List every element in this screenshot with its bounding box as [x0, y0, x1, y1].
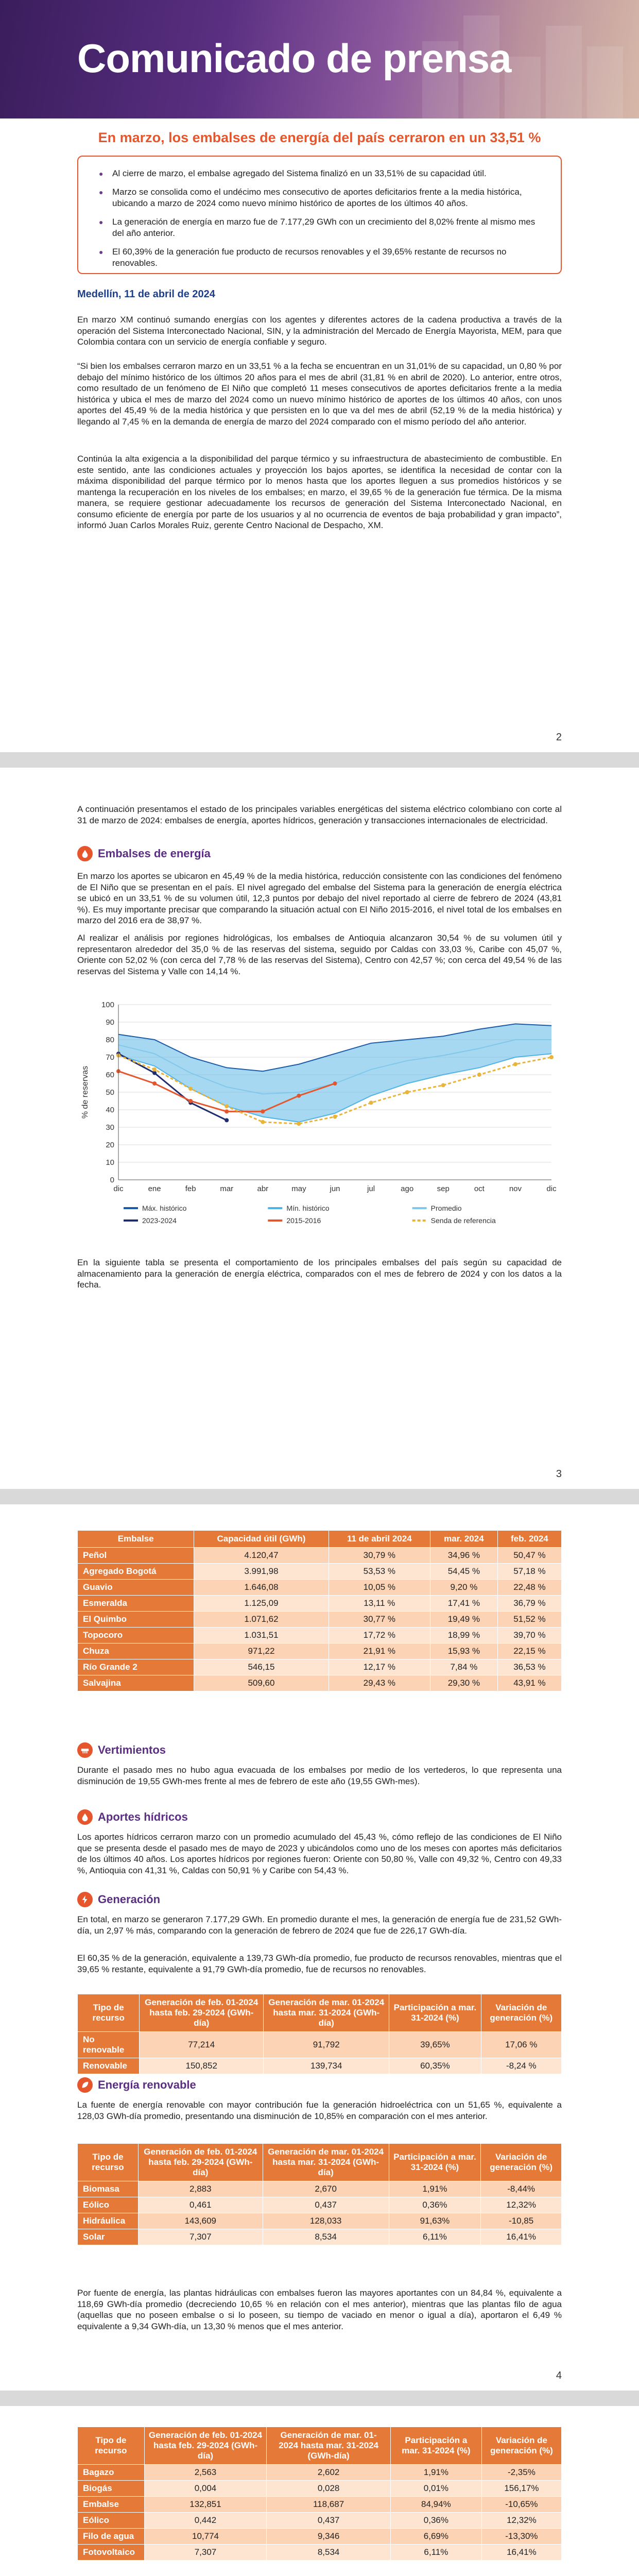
- x-tick-label: jun: [330, 1184, 340, 1193]
- header-banner: [0, 0, 639, 118]
- table-cell: 18,99 %: [430, 1628, 498, 1643]
- table-cell: 91,63%: [389, 2213, 481, 2229]
- table-cell: 509,60: [194, 1675, 329, 1691]
- table-header-cell: Variación de generación (%): [481, 2427, 561, 2465]
- x-tick-label: mar: [220, 1184, 234, 1193]
- page-number: 4: [556, 2370, 562, 2381]
- table-cell: 17,41 %: [430, 1596, 498, 1612]
- table-cell: El Quimbo: [78, 1612, 194, 1628]
- x-tick-label: ago: [401, 1184, 414, 1193]
- data-point: [333, 1081, 337, 1086]
- highlight-item: ● La generación de energía en marzo fue de 7.177,29 GWh con un crecimiento del 8,02% frente al mismo mes del año anterior.: [99, 216, 547, 239]
- highlights-list: [99, 168, 547, 269]
- y-axis-label: % de reservas: [81, 1065, 90, 1119]
- table-row: [78, 2058, 562, 2074]
- legend-label: Senda de referencia: [430, 1216, 496, 1225]
- data-point: [152, 1067, 157, 1072]
- table-cell: 1.031,51: [194, 1628, 329, 1643]
- table-cell: Fotovoltaico: [78, 2545, 145, 2561]
- highlights-box: [77, 156, 562, 274]
- table-cell: Esmeralda: [78, 1596, 194, 1612]
- table-cell: 39,65%: [389, 2032, 481, 2058]
- y-tick-label: 50: [106, 1088, 114, 1097]
- table-cell: 12,17 %: [329, 1659, 430, 1675]
- thermal-paragraph: Continúa la alta exigencia a la disponibilidad del parque térmico y su infraestructura de abastecimiento de combustible. En este sentido, ante las condiciones actuales y proyección los bajos aportes, se identifica la necesidad de contar con la máxima disponibilidad del parque térmico por lo menos hasta que los aportes lleguen a sus promedios históricos y se mantenga la recuperación en los niveles de los embalses; en marzo, el 39,65 % de la generación fue térmica. De la misma manera, se requiere gestionar adecuadamente los recursos de generación del Sistema Interconectado Nacional, en consumo eficiente de energía por parte de los usuarios y al no ocurrencia de eventos de baja probabilidad y gran impacto”, informó Juan Carlos Morales Ruiz, gerente Centro Nacional de Despacho, XM.: [77, 454, 562, 530]
- table-row: [78, 1643, 562, 1659]
- table-cell: 16,41%: [481, 2229, 562, 2245]
- y-tick-label: 30: [106, 1123, 114, 1132]
- table-row: [78, 2481, 562, 2497]
- table-cell: 0,01%: [390, 2481, 481, 2497]
- table-cell: 9,346: [267, 2529, 391, 2545]
- legend-label: 2023-2024: [142, 1216, 177, 1225]
- table-row: [78, 1548, 562, 1564]
- table-cell: Topocoro: [78, 1628, 194, 1643]
- table-cell: -10,65%: [481, 2497, 561, 2513]
- table-cell: 0,442: [144, 2513, 266, 2529]
- table-cell: 22,48 %: [497, 1580, 561, 1596]
- table-cell: Hidráulica: [78, 2213, 139, 2229]
- table-cell: Eólico: [78, 2513, 145, 2529]
- variables-intro: A continuación presentamos el estado de los principales variables energéticas del sistema eléctrico colombiano con corte al 31 de marzo de 2024: embalses de energía, aportes hídricos, generación y transacciones internacionales de electricidad.: [77, 804, 562, 825]
- table-cell: 2,883: [138, 2181, 263, 2197]
- table-row: [78, 2032, 562, 2058]
- table-cell: 971,22: [194, 1643, 329, 1659]
- x-tick-label: ene: [148, 1184, 161, 1193]
- table-header-cell: Embalse: [78, 1531, 194, 1548]
- table-cell: 0,36%: [390, 2513, 481, 2529]
- table-cell: 9,20 %: [430, 1580, 498, 1596]
- table-cell: 13,11 %: [329, 1596, 430, 1612]
- data-point: [188, 1099, 193, 1103]
- regions-paragraph: Al realizar el análisis por regiones hidrológicas, los embalses de Antioquia alcanzaron 30,54 % de su volumen útil y representaron alrededor del 35,0 % de las reservas del sistema, seguido por Caldas con 33,03 %, Caribe con 45,07 %, Oriente con 52,02 % (con cerca del 7,78 % de las reservas del Sistema), Centro con 42,57 %; con cerca del 49,54 % de las reservas del Sistema y Valle con 14,14 %.: [77, 933, 562, 976]
- table-cell: 128,033: [263, 2213, 389, 2229]
- section-title: Embalses de energía: [98, 847, 211, 860]
- table-cell: Río Grande 2: [78, 1659, 194, 1675]
- table-row: [78, 2497, 562, 2513]
- y-tick-label: 60: [106, 1071, 114, 1079]
- table-cell: -2,35%: [481, 2465, 561, 2481]
- x-tick-label: jul: [367, 1184, 375, 1193]
- table-cell: 51,52 %: [497, 1612, 561, 1628]
- table-row: [78, 2513, 562, 2529]
- table-header-cell: mar. 2024: [430, 1531, 498, 1548]
- renewable-table: [77, 2143, 562, 2245]
- table-cell: 12,32%: [481, 2513, 561, 2529]
- table-cell: Salvajina: [78, 1675, 194, 1691]
- table-cell: 156,17%: [481, 2481, 561, 2497]
- table-header-cell: Generación de feb. 01-2024 hasta feb. 29-2024 (GWh-día): [144, 2427, 266, 2465]
- highlight-item: ● Marzo se consolida como el undécimo mes consecutivo de aportes deficitarios frente a la media histórica, ubicando a marzo de 2024 como nuevo mínimo histórico de aportes de los últimos 40 años.: [99, 187, 547, 209]
- sheet-1: [0, 0, 639, 752]
- table-cell: 53,53 %: [329, 1564, 430, 1580]
- page-number: 2: [556, 732, 562, 743]
- table-header-cell: Generación de mar. 01-2024 hasta mar. 31-2024 (GWh-día): [264, 1994, 389, 2032]
- table-header-cell: Generación de feb. 01-2024 hasta feb. 29-2024 (GWh-día): [140, 1994, 264, 2032]
- table-cell: 12,32%: [481, 2197, 562, 2213]
- table-cell: 10,05 %: [329, 1580, 430, 1596]
- section-renovable: [77, 2076, 196, 2094]
- data-point: [152, 1071, 157, 1075]
- y-tick-label: 0: [110, 1176, 114, 1184]
- table-cell: 0,004: [144, 2481, 266, 2497]
- table-cell: Filo de agua: [78, 2529, 145, 2545]
- table-cell: 150,852: [140, 2058, 264, 2074]
- reservoir-chart-svg: [77, 994, 562, 1236]
- embalses-paragraph: En marzo los aportes se ubicaron en 45,49 % de la media histórica, reducción consistente con las condiciones del fenómeno de El Niño que se presentan en el país. El nivel agregado del embalse del Sistema para la generación de energía eléctrica se ubicó en un 33,51 % de su volumen útil, 12,3 puntos por debajo del nivel reportado al cierre de febrero de 2024 (43,81 %). Es muy importante precisar que comparando la situación actual con El Niño 2015-2016, el nivel total de los embalses en marzo del 2016 era de 38,97 %.: [77, 871, 562, 925]
- table-cell: 21,91 %: [329, 1643, 430, 1659]
- data-point: [333, 1115, 337, 1119]
- section-title: Generación: [98, 1893, 161, 1906]
- data-point: [297, 1122, 301, 1126]
- table-cell: 132,851: [144, 2497, 266, 2513]
- generacion-paragraph-2: El 60,35 % de la generación, equivalente a 139,73 GWh-día promedio, fue producto de recursos renovables, mientras que el 39,65 % restante, equivalente a 91,79 GWh-día promedio, fue de recursos no renovables.: [77, 1953, 562, 1974]
- legend-label: Promedio: [430, 1204, 462, 1212]
- table-cell: 7,307: [138, 2229, 263, 2245]
- table-cell: Guavio: [78, 1580, 194, 1596]
- table-cell: 7,307: [144, 2545, 266, 2561]
- table-cell: 1,91%: [389, 2181, 481, 2197]
- intro-paragraph: En marzo XM continuó sumando energías con los agentes y diferentes actores de la cadena productiva a través de la operación del Sistema Interconectado Nacional, SIN, y la administración del Mercado de Energía Mayorista, MEM, para que Colombia contara con un servicio de energía confiable y seguro.: [77, 315, 562, 347]
- section-title: Vertimientos: [98, 1743, 166, 1756]
- page-number: 3: [556, 1468, 562, 1480]
- table-cell: 4.120,47: [194, 1548, 329, 1564]
- table-cell: 2,563: [144, 2465, 266, 2481]
- reservoirs-table: [77, 1530, 562, 1691]
- table-cell: Biogás: [78, 2481, 145, 2497]
- table-cell: 6,11%: [390, 2545, 481, 2561]
- table-row: [78, 2197, 562, 2213]
- table-header-cell: feb. 2024: [497, 1531, 561, 1548]
- sheet-2: [0, 768, 639, 1489]
- table-header-row: [78, 1531, 562, 1548]
- table-cell: 546,15: [194, 1659, 329, 1675]
- x-tick-label: abr: [257, 1184, 269, 1193]
- table-cell: 8,534: [263, 2229, 389, 2245]
- table-intro: En la siguiente tabla se presenta el comportamiento de los principales embalses del país según su capacidad de almacenamiento para la generación de energía eléctrica, comparados con el mes de febrero de 2024 y con los datos a la fecha.: [77, 1258, 562, 1290]
- renovable-paragraph: La fuente de energía renovable con mayor contribución fue la generación hidroeléctrica con un 51,65 %, equivalente a 128,03 GWh-día promedio, presentando una disminución de 10,85% en comparación con el mes anterior.: [77, 2100, 562, 2121]
- table-cell: 8,534: [267, 2545, 391, 2561]
- table-cell: 84,94%: [390, 2497, 481, 2513]
- y-tick-label: 10: [106, 1158, 114, 1167]
- sheet-3: [0, 1504, 639, 2391]
- table-cell: 16,41%: [481, 2545, 561, 2561]
- vertimientos-paragraph: Durante el pasado mes no hubo agua evacuada de los embalses por medio de los vertederos, lo que representa una disminución de 19,55 GWh-mes frente al mes de febrero de este año (19,55 GWh-mes).: [77, 1765, 562, 1786]
- data-point: [513, 1062, 517, 1066]
- resource-subtype-table: [77, 2427, 562, 2561]
- table-header-cell: Capacidad útil (GWh): [194, 1531, 329, 1548]
- table-cell: Solar: [78, 2229, 139, 2245]
- table-row: [78, 1675, 562, 1691]
- table-cell: 2,602: [267, 2465, 391, 2481]
- table-row: [78, 1659, 562, 1675]
- table-cell: Eólico: [78, 2197, 139, 2213]
- x-tick-label: feb: [185, 1184, 196, 1193]
- table-cell: 0,437: [263, 2197, 389, 2213]
- table-row: [78, 2229, 562, 2245]
- section-vertimientos: [77, 1741, 166, 1759]
- data-point: [224, 1104, 229, 1108]
- table-cell: 1.071,62: [194, 1612, 329, 1628]
- table-cell: 17,72 %: [329, 1628, 430, 1643]
- table-cell: -8,44%: [481, 2181, 562, 2197]
- section-generacion: [77, 1891, 160, 1908]
- table-header-row: [78, 1994, 562, 2032]
- data-point: [188, 1087, 193, 1091]
- table-cell: Embalse: [78, 2497, 145, 2513]
- data-point: [441, 1083, 445, 1087]
- page-subtitle: En marzo, los embalses de energía del país cerraron en un 33,51 %: [98, 130, 541, 145]
- data-point: [224, 1109, 229, 1113]
- water-drop-icon: [77, 1809, 93, 1825]
- historic-band-area: [118, 1024, 551, 1122]
- table-cell: 118,687: [267, 2497, 391, 2513]
- sheet-4: [0, 2406, 639, 2576]
- table-header-cell: Participación a mar. 31-2024 (%): [389, 2144, 481, 2181]
- table-cell: 1.125,09: [194, 1596, 329, 1612]
- section-embalses: [77, 845, 211, 862]
- table-row: [78, 2529, 562, 2545]
- table-cell: 6,69%: [390, 2529, 481, 2545]
- table-cell: 36,79 %: [497, 1596, 561, 1612]
- legend-label: 2015-2016: [286, 1216, 321, 1225]
- table-cell: 60,35%: [389, 2058, 481, 2074]
- table-cell: 0,461: [138, 2197, 263, 2213]
- x-tick-label: nov: [509, 1184, 522, 1193]
- table-cell: 1.646,08: [194, 1580, 329, 1596]
- table-cell: 0,36%: [389, 2197, 481, 2213]
- x-tick-label: dic: [113, 1184, 124, 1193]
- leaf-icon: [77, 2077, 93, 2093]
- lightning-icon: [77, 1892, 93, 1907]
- data-point: [405, 1090, 409, 1094]
- section-title: Energía renovable: [98, 2078, 196, 2091]
- spill-icon: [77, 1742, 93, 1758]
- x-tick-label: sep: [437, 1184, 450, 1193]
- table-cell: 139,734: [264, 2058, 389, 2074]
- table-cell: 10,774: [144, 2529, 266, 2545]
- table-cell: 15,93 %: [430, 1643, 498, 1659]
- y-tick-label: 40: [106, 1106, 114, 1114]
- table-header-cell: Generación de mar. 01-2024 hasta mar. 31-2024 (GWh-día): [263, 2144, 389, 2181]
- table-cell: 2,670: [263, 2181, 389, 2197]
- table-row: [78, 1580, 562, 1596]
- table-cell: Biomasa: [78, 2181, 139, 2197]
- table-header-row: [78, 2427, 562, 2465]
- legend-label: Mín. histórico: [286, 1204, 330, 1212]
- section-title: Aportes hídricos: [98, 1810, 188, 1823]
- y-tick-label: 80: [106, 1036, 114, 1044]
- table-cell: Peñol: [78, 1548, 194, 1564]
- highlight-item: ● El 60,39% de la generación fue producto de recursos renovables y el 39,65% restante de recursos no renovables.: [99, 246, 547, 269]
- table-cell: Agregado Bogotá: [78, 1564, 194, 1580]
- table-header-cell: Tipo de recurso: [78, 1994, 140, 2032]
- table-cell: 91,792: [264, 2032, 389, 2058]
- aportes-paragraph: Los aportes hídricos cerraron marzo con un promedio acumulado del 45,43 %, cómo reflejo de las condiciones de El Niño que se presenta desde el pasado mes de mayo de 2023 y ubicándolos como uno de los meses con aportes más deficitarios de los últimos 40 años. Los aportes hídricos por regiones fueron: Oriente con 50,80 %, Valle con 49,32 %, Centro con 49,33 %, Antioquia con 41,31 %, Caldas con 50,91 % y Caribe con 54,43 %.: [77, 1832, 562, 1875]
- table-cell: 0,437: [267, 2513, 391, 2529]
- table-cell: 50,47 %: [497, 1548, 561, 1564]
- table-cell: 6,11%: [389, 2229, 481, 2245]
- table-cell: 30,79 %: [329, 1548, 430, 1564]
- data-point: [261, 1109, 265, 1113]
- table-cell: 54,45 %: [430, 1564, 498, 1580]
- table-header-cell: Participación a mar. 31-2024 (%): [390, 2427, 481, 2465]
- renovable-paragraph-2: Por fuente de energía, las plantas hidráulicas con embalses fueron las mayores aportantes con un 84,84 %, equivalente a 118,69 GWh-día promedio (decreciendo 10,65 % en relación con el mes anterior), mientras que las plantas filo de agua (aquellas que no poseen embalse o si lo poseen, su tiempo de vaciado en menor o igual a día), aportaron el 6,49 % equivalente a 9,34 GWh-día, un 13,30 % menos que el mes anterior.: [77, 2288, 562, 2331]
- table-cell: 34,96 %: [430, 1548, 498, 1564]
- generation-table: [77, 1994, 562, 2074]
- table-cell: 57,18 %: [497, 1564, 561, 1580]
- table-row: [78, 1612, 562, 1628]
- table-row: [78, 2465, 562, 2481]
- y-tick-label: 70: [106, 1053, 114, 1062]
- legend-label: Máx. histórico: [142, 1204, 187, 1212]
- table-row: [78, 1596, 562, 1612]
- table-cell: 77,214: [140, 2032, 264, 2058]
- data-point: [152, 1081, 157, 1086]
- data-point: [224, 1118, 229, 1122]
- table-header-cell: Variación de generación (%): [481, 1994, 561, 2032]
- table-cell: 17,06 %: [481, 2032, 561, 2058]
- table-header-cell: Variación de generación (%): [481, 2144, 562, 2181]
- table-cell: 3.991,98: [194, 1564, 329, 1580]
- table-header-row: [78, 2144, 562, 2181]
- table-cell: -13,30%: [481, 2529, 561, 2545]
- table-row: [78, 2213, 562, 2229]
- data-point: [549, 1055, 554, 1059]
- table-header-cell: Tipo de recurso: [78, 2144, 139, 2181]
- x-tick-label: may: [291, 1184, 306, 1193]
- table-cell: 43,91 %: [497, 1675, 561, 1691]
- table-cell: 22,15 %: [497, 1643, 561, 1659]
- section-aportes: [77, 1808, 188, 1826]
- table-header-cell: Generación de mar. 01-2024 hasta mar. 31-2024 (GWh-día): [267, 2427, 391, 2465]
- table-cell: 143,609: [138, 2213, 263, 2229]
- page-title: Comunicado de prensa: [77, 36, 511, 81]
- table-cell: No renovable: [78, 2032, 140, 2058]
- table-cell: Chuza: [78, 1643, 194, 1659]
- table-cell: 39,70 %: [497, 1628, 561, 1643]
- table-cell: 29,30 %: [430, 1675, 498, 1691]
- quote-paragraph: “Si bien los embalses cerraron marzo en un 33,51 % a la fecha se encuentran en un 31,01% de su capacidad, un 0,80 % por debajo del mínimo histórico de los últimos 20 años para el mes de abril (31,81 % en abril de 2020). Lo anterior, entre otros, como resultado de un fenómeno de El Niño que completó 11 meses consecutivos de aportes deficitarios frente a la media histórica y ubica el mes de marzo del 2024 como un nuevo mínimo histórico de aportes de los últimos 40 años, con unos aportes del 45,49 % de la media histórica y que persisten en lo que va del mes de abril (52,19 % de la media histórica) y llegando al 7,45 % en la demanda de energía de marzo del 2024 comparado con el mismo período del año anterior.: [77, 361, 562, 427]
- table-cell: 29,43 %: [329, 1675, 430, 1691]
- table-cell: 7,84 %: [430, 1659, 498, 1675]
- table-header-cell: Tipo de recurso: [78, 2427, 145, 2465]
- table-cell: 30,77 %: [329, 1612, 430, 1628]
- table-cell: 19,49 %: [430, 1612, 498, 1628]
- data-point: [261, 1120, 265, 1124]
- reservoir-icon: [77, 846, 93, 861]
- dateline: Medellín, 11 de abril de 2024: [77, 289, 215, 300]
- table-cell: 0,028: [267, 2481, 391, 2497]
- table-row: [78, 1628, 562, 1643]
- table-cell: 1,91%: [390, 2465, 481, 2481]
- table-cell: 36,53 %: [497, 1659, 561, 1675]
- table-cell: Bagazo: [78, 2465, 145, 2481]
- y-tick-label: 20: [106, 1141, 114, 1149]
- reservoir-chart: [77, 994, 562, 1236]
- highlight-item: ● Al cierre de marzo, el embalse agregado del Sistema finalizó en un 33,51% de su capacidad útil.: [99, 168, 547, 179]
- table-row: [78, 2545, 562, 2561]
- table-header-cell: Generación de feb. 01-2024 hasta feb. 29-2024 (GWh-día): [138, 2144, 263, 2181]
- x-tick-label: dic: [546, 1184, 557, 1193]
- table-row: [78, 1564, 562, 1580]
- y-tick-label: 100: [101, 1001, 114, 1009]
- x-tick-label: oct: [474, 1184, 485, 1193]
- data-point: [369, 1100, 373, 1105]
- table-header-cell: 11 de abril 2024: [329, 1531, 430, 1548]
- data-point: [477, 1073, 481, 1077]
- table-cell: Renovable: [78, 2058, 140, 2074]
- table-cell: -10,85: [481, 2213, 562, 2229]
- y-tick-label: 90: [106, 1018, 114, 1027]
- generacion-paragraph: En total, en marzo se generaron 7.177,29 GWh. En promedio durante el mes, la generación de energía fue de 231,52 GWh-día, un 2,97 % más, comparando con la generación de febrero de 2024 que fue de 226,17 GWh-día.: [77, 1914, 562, 1936]
- table-header-cell: Participación a mar. 31-2024 (%): [389, 1994, 481, 2032]
- table-row: [78, 2181, 562, 2197]
- table-cell: -8,24 %: [481, 2058, 561, 2074]
- data-point: [297, 1094, 301, 1098]
